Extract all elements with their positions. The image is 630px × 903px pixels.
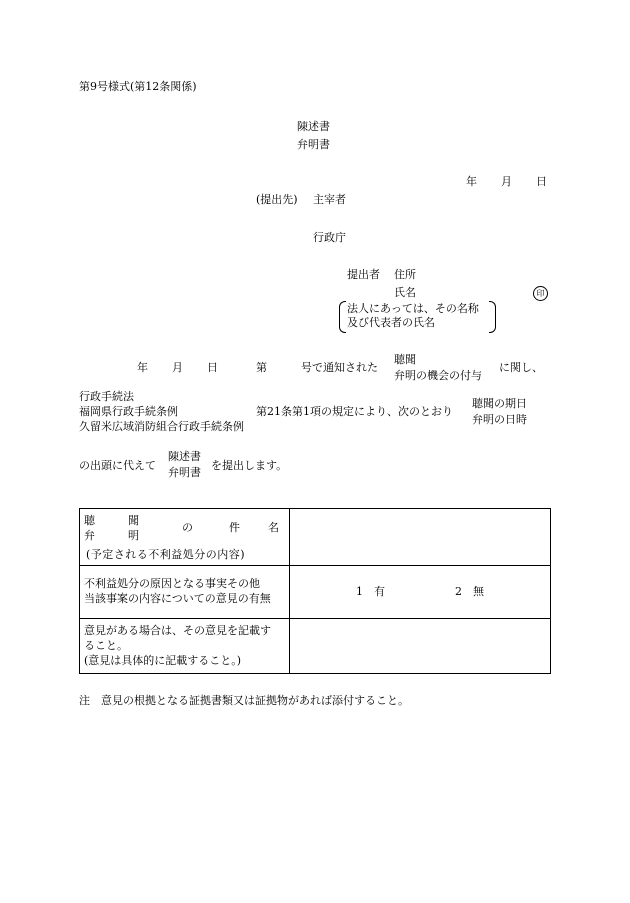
content-label-cell	[80, 619, 290, 674]
row1-of: の	[182, 521, 193, 534]
option-yes[interactable]: 1 有	[356, 585, 385, 598]
body-defense-opportunity: 弁明の機会の付与	[394, 369, 482, 382]
name-label: 氏名	[394, 286, 416, 299]
table-row-opinion-presence	[80, 566, 551, 619]
content-value-cell[interactable]	[290, 619, 551, 674]
body-appearance: の出頭に代えて	[79, 459, 156, 472]
case-label-cell	[80, 509, 290, 566]
row1-note: (予定される不利益処分の内容)	[86, 548, 246, 561]
presence-label-cell	[80, 566, 290, 619]
body-defense-doc: 弁明書	[168, 466, 201, 479]
row1-defense-2: 明	[128, 529, 139, 542]
body-month: 月	[172, 361, 183, 374]
body-statement: 陳述書	[168, 450, 201, 463]
row3-line-1: 意見がある場合は、その意見を記載す	[84, 624, 271, 637]
law-procedure-act: 行政手続法	[79, 390, 134, 403]
row1-hearing-2: 聞	[128, 514, 139, 527]
addressee-agency: 行政庁	[313, 231, 346, 244]
body-defense-date: 弁明の日時	[472, 413, 527, 426]
corp-note-2: 及び代表者の氏名	[347, 316, 435, 329]
title-statement: 陳述書	[297, 120, 330, 133]
left-bracket	[339, 301, 346, 333]
date-year: 年	[466, 175, 477, 188]
addressee-label: (提出先)	[256, 193, 298, 206]
row3-line-3: (意見は具体的に記載すること。)	[84, 654, 242, 667]
corp-note-1: 法人にあっては、その名称	[347, 302, 479, 315]
addressee-name: 主宰者	[313, 193, 346, 206]
table-row-opinion-content	[80, 619, 551, 674]
seal-icon: 印	[533, 286, 548, 301]
row3-line-2: ること。	[84, 639, 128, 652]
row2-line-2: 当該事案の内容についての意見の有無	[84, 592, 271, 605]
address-label: 住所	[394, 268, 416, 281]
submitter-label: 提出者	[347, 268, 380, 281]
body-hearing-date: 聴聞の期日	[472, 397, 527, 410]
option-no[interactable]: 2 無	[455, 585, 484, 598]
row1-defense-1: 弁	[84, 529, 95, 542]
title-defense: 弁明書	[297, 138, 330, 151]
table-row-case	[80, 509, 551, 566]
body-number-prefix: 第	[256, 361, 267, 374]
law-kurume: 久留米広域消防組合行政手続条例	[79, 420, 244, 433]
case-value-cell[interactable]	[290, 509, 551, 566]
date-day: 日	[536, 175, 547, 188]
body-notified: 号で通知された	[301, 361, 378, 374]
row2-line-1: 不利益処分の原因となる事実その他	[84, 577, 260, 590]
body-article: 第21条第1項の規定により、次のとおり	[256, 405, 453, 418]
row1-case-2: 名	[268, 521, 279, 534]
row1-case-1: 件	[229, 521, 240, 534]
body-hearing: 聴聞	[394, 353, 416, 366]
body-regarding: に関し、	[499, 361, 543, 374]
opinion-table	[79, 508, 551, 674]
row1-hearing-1: 聴	[84, 514, 95, 527]
footnote: 注 意見の根拠となる証拠書類又は証拠物があれば添付すること。	[79, 694, 409, 707]
right-bracket	[489, 301, 496, 333]
law-fukuoka: 福岡県行政手続条例	[79, 405, 178, 418]
body-day: 日	[207, 361, 218, 374]
date-month: 月	[501, 175, 512, 188]
form-number: 第9号様式(第12条関係)	[79, 80, 197, 93]
body-submit: を提出します。	[211, 459, 288, 472]
presence-value-cell[interactable]	[290, 566, 551, 619]
body-year: 年	[137, 361, 148, 374]
